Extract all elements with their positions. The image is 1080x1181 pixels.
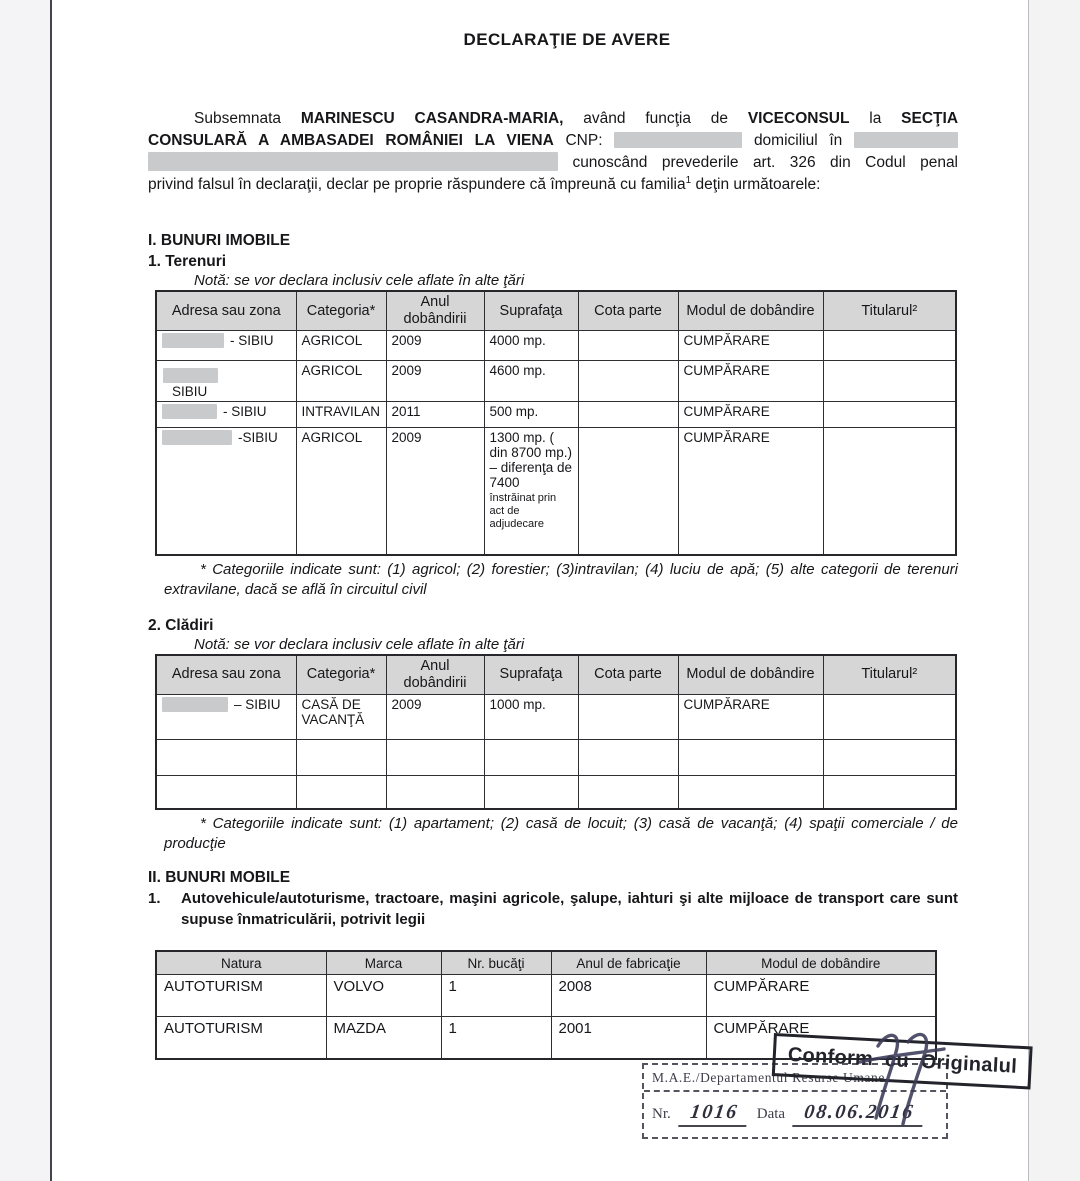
data-label: Data	[756, 1106, 786, 1122]
table-cell: AGRICOL	[296, 331, 386, 361]
address-cell	[156, 331, 296, 361]
table-cell	[823, 331, 956, 361]
table-row	[156, 402, 956, 428]
cladiri-table	[155, 654, 957, 811]
institution-name: CONSULARĂ A AMBASADEI ROMÂNIEI LA VIENA	[148, 132, 554, 149]
table-cell: 2009	[386, 428, 484, 555]
address-cell	[156, 361, 296, 402]
table-cell: INTRAVILAN	[296, 402, 386, 428]
cladiri-header-row	[156, 655, 956, 695]
column-header: Modul de dobândire	[678, 655, 823, 695]
table-cell	[484, 775, 578, 809]
redaction-box-domicile	[854, 132, 958, 148]
table-cell: 1	[441, 1017, 551, 1059]
table-cell: 4600 mp.	[484, 361, 578, 402]
intro-text: cunoscând prevederile art. 326 din Codul penal	[572, 154, 959, 171]
table-cell: 2008	[551, 975, 706, 1017]
redaction-box	[162, 404, 217, 419]
column-header: Cota parte	[578, 291, 678, 331]
address-cell	[156, 402, 296, 428]
section-heading-bunuri-imobile: I. BUNURI IMOBILE	[148, 232, 291, 249]
column-header: Categoria*	[296, 291, 386, 331]
table-cell	[484, 739, 578, 775]
column-header: Marca	[326, 951, 441, 975]
terenuri-header-row	[156, 291, 956, 331]
table-cell: CUMPĂRARE	[706, 1017, 936, 1059]
column-header: Cota parte	[578, 655, 678, 695]
table-cell	[823, 428, 956, 555]
column-header: Modul de dobândire	[706, 951, 936, 975]
table-cell	[578, 402, 678, 428]
scan-edge-right	[1028, 0, 1080, 1181]
declarant-name: MARINESCU CASANDRA-MARIA,	[300, 110, 564, 127]
intro-text: Subsemnata	[194, 110, 282, 127]
intro-line-2	[148, 130, 958, 152]
cell-note: înstrăinat prin act de adjudecare	[489, 492, 557, 530]
subsection-heading-cladiri: 2. Clădiri	[148, 616, 214, 634]
vehicule-header-row	[156, 951, 936, 975]
table-row	[156, 694, 956, 739]
cnp-label: CNP:	[565, 132, 603, 149]
table-cell: 2001	[551, 1017, 706, 1059]
column-header: Anul dobândirii	[386, 655, 484, 695]
intro-line-4	[148, 174, 958, 196]
table-cell: AUTOTURISM	[156, 1017, 326, 1059]
document-body	[148, 0, 958, 1060]
table-cell	[296, 775, 386, 809]
intro-text: având funcţia de	[583, 110, 729, 127]
mobile-item-1	[148, 888, 958, 930]
date-handwritten-value: 08.06.2016	[792, 1101, 926, 1127]
table-cell	[296, 739, 386, 775]
column-header: Adresa sau zona	[156, 655, 296, 695]
table-cell: 4000 mp.	[484, 331, 578, 361]
column-header: Categoria*	[296, 655, 386, 695]
cell-text: - SIBIU	[223, 404, 267, 419]
surface-cell	[484, 428, 578, 555]
table-cell: 1000 mp.	[484, 694, 578, 739]
table-cell	[823, 361, 956, 402]
table-row	[156, 331, 956, 361]
signature-icon	[832, 1026, 962, 1136]
table-cell	[156, 739, 296, 775]
table-row	[156, 428, 956, 555]
page-title: DECLARAŢIE DE AVERE	[463, 30, 671, 49]
intro-line-3	[148, 152, 958, 174]
cell-text: – SIBIU	[234, 696, 281, 712]
column-header: Adresa sau zona	[156, 291, 296, 331]
intro-text: la	[869, 110, 882, 127]
item-number: 1.	[148, 890, 161, 907]
table-cell: AUTOTURISM	[156, 975, 326, 1017]
table-cell: CUMPĂRARE	[678, 428, 823, 555]
table-cell	[823, 775, 956, 809]
table-row	[156, 361, 956, 402]
table-cell	[578, 694, 678, 739]
cell-text: -SIBIU	[238, 430, 278, 445]
redaction-box	[162, 333, 224, 348]
table-cell	[823, 739, 956, 775]
table-cell: CUMPĂRARE	[678, 694, 823, 739]
table-row	[156, 739, 956, 775]
address-cell	[156, 694, 296, 739]
table-cell	[578, 775, 678, 809]
column-header: Anul dobândirii	[386, 291, 484, 331]
institution-name-part: SECŢIA	[901, 110, 959, 127]
table-cell	[678, 739, 823, 775]
table-cell: VOLVO	[326, 975, 441, 1017]
cell-text: SIBIU	[172, 384, 208, 399]
column-header: Anul de fabricaţie	[551, 951, 706, 975]
cell-text: - SIBIU	[230, 333, 274, 348]
table-cell: 2009	[386, 331, 484, 361]
table-cell: 2009	[386, 361, 484, 402]
redaction-box	[162, 697, 228, 712]
redaction-box	[163, 368, 218, 383]
table-cell: 2011	[386, 402, 484, 428]
table-cell	[823, 402, 956, 428]
nr-handwritten-value: 1016	[678, 1101, 750, 1127]
declarant-function: VICECONSUL	[747, 110, 850, 127]
column-header: Natura	[156, 951, 326, 975]
table-cell: AGRICOL	[296, 428, 386, 555]
domicile-label: domiciliul în	[753, 132, 843, 149]
table-cell	[823, 694, 956, 739]
table-cell: CUMPĂRARE	[678, 361, 823, 402]
table-row	[156, 775, 956, 809]
column-header: Titularul²	[823, 291, 956, 331]
cell-text: 1300 mp. ( din 8700 mp.) – diferenţa de 7400	[489, 430, 573, 490]
redaction-box	[162, 430, 232, 445]
footnote-terenuri: * Categoriile indicate sunt: (1) agricol; (2) forestier; (3)intravilan; (4) luciu de apă; (5) alte categorii de terenuri extravilane, dacă se află în circuitul civil	[164, 560, 958, 598]
table-cell	[156, 775, 296, 809]
table-cell: 1	[441, 975, 551, 1017]
subsection-heading-terenuri: 1. Terenuri	[148, 253, 227, 270]
column-header: Suprafaţa	[484, 291, 578, 331]
table-cell: MAZDA	[326, 1017, 441, 1059]
stamp-conform-cu-originalul: Conform cu Originalul	[772, 1033, 1033, 1090]
address-cell	[156, 428, 296, 555]
table-cell: 500 mp.	[484, 402, 578, 428]
scan-edge-left	[0, 0, 52, 1181]
table-cell: 2009	[386, 694, 484, 739]
nr-label: Nr.	[652, 1106, 671, 1122]
footnote-ref-1: 1	[685, 174, 692, 186]
table-cell: CUMPĂRARE	[678, 402, 823, 428]
table-cell: CASĂ DE VACANŢĂ	[296, 694, 386, 739]
table-cell	[578, 428, 678, 555]
column-header: Modul de dobândire	[678, 291, 823, 331]
stamp-department-line: M.A.E./Departamentul Resurse Umane	[644, 1065, 946, 1092]
table-cell: CUMPĂRARE	[678, 331, 823, 361]
table-cell	[578, 331, 678, 361]
redaction-box-address	[148, 152, 558, 171]
table-cell	[386, 739, 484, 775]
table-cell	[678, 775, 823, 809]
table-cell: AGRICOL	[296, 361, 386, 402]
table-cell	[578, 739, 678, 775]
intro-text: deţin următoarele:	[695, 176, 821, 193]
table-row	[156, 975, 936, 1017]
column-header: Suprafaţa	[484, 655, 578, 695]
intro-paragraph	[148, 108, 958, 196]
column-header: Titularul²	[823, 655, 956, 695]
redaction-box-cnp	[614, 132, 742, 148]
table-cell	[386, 775, 484, 809]
footnote-cladiri: * Categoriile indicate sunt: (1) apartament; (2) casă de locuit; (3) casă de vacanţă; (4) spaţii comerciale / de producţie	[164, 815, 958, 852]
item-text: Autovehicule/autoturisme, tractoare, maşini agricole, şalupe, iahturi şi alte mijloace de transport care sunt supuse înmatriculării, potrivit legii	[181, 890, 958, 928]
intro-text: privind falsul în declaraţii, declar pe proprie răspundere că împreună cu familia	[148, 176, 686, 193]
terenuri-table	[155, 290, 957, 556]
intro-line-1	[148, 108, 958, 130]
table-cell: CUMPĂRARE	[706, 975, 936, 1017]
cladiri-note: Notă: se vor declara inclusiv cele aflate în alte ţări	[194, 635, 525, 653]
section-heading-bunuri-mobile: II. BUNURI MOBILE	[148, 869, 291, 886]
table-cell	[578, 361, 678, 402]
column-header: Nr. bucăţi	[441, 951, 551, 975]
terenuri-note: Notă: se vor declara inclusiv cele aflate în alte ţări	[194, 272, 525, 289]
